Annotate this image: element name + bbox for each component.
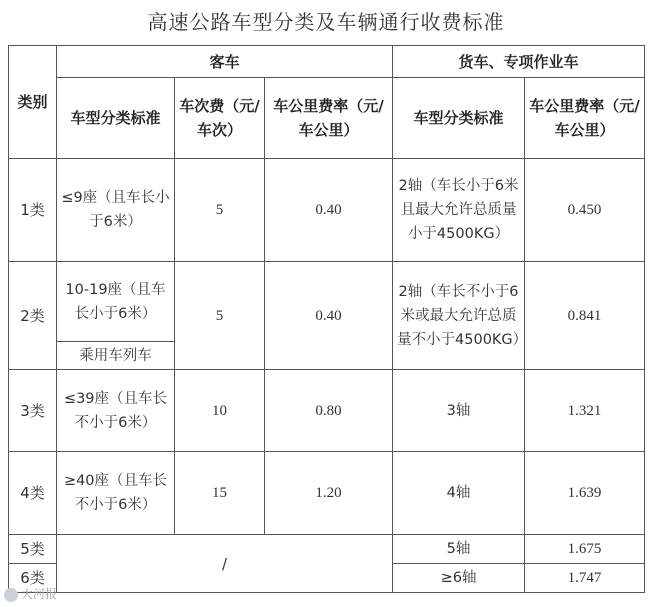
passenger-rate-cell: 0.80 bbox=[265, 370, 393, 452]
category-cell: 5类 bbox=[9, 535, 57, 564]
watermark bbox=[4, 585, 57, 602]
table-row bbox=[9, 262, 645, 342]
table-row bbox=[9, 159, 645, 262]
passenger-standard-cell-extra: 乘用车列车 bbox=[57, 342, 175, 370]
category-cell: 2类 bbox=[9, 262, 57, 370]
truck-rate-cell: 0.450 bbox=[525, 159, 645, 262]
category-cell: 6类 bbox=[9, 564, 57, 593]
toll-table bbox=[8, 45, 645, 593]
truck-standard-cell: ≥6轴 bbox=[393, 564, 525, 593]
header-truck-rate: 车公里费率（元/车公里） bbox=[525, 78, 645, 159]
truck-standard-cell: 4轴 bbox=[393, 452, 525, 535]
passenger-empty-cell: / bbox=[57, 535, 393, 593]
passenger-fee-cell: 15 bbox=[175, 452, 265, 535]
table-row bbox=[9, 452, 645, 535]
passenger-rate-cell: 1.20 bbox=[265, 452, 393, 535]
truck-standard-cell: 2轴（车长不小于6米或最大允许总质量不小于4500KG） bbox=[393, 262, 525, 370]
passenger-standard-cell: 10-19座（且车长小于6米） bbox=[57, 262, 175, 342]
passenger-fee-cell: 5 bbox=[175, 262, 265, 370]
passenger-standard-cell: ≥40座（且车长不小于6米） bbox=[57, 452, 175, 535]
header-passenger-standard: 车型分类标准 bbox=[57, 78, 175, 159]
table-row bbox=[9, 535, 645, 564]
passenger-fee-cell: 10 bbox=[175, 370, 265, 452]
page-title: 高速公路车型分类及车辆通行收费标准 bbox=[147, 10, 505, 34]
passenger-standard-cell: ≤39座（且车长不小于6米） bbox=[57, 370, 175, 452]
header-truck-group: 货车、专项作业车 bbox=[393, 46, 645, 78]
truck-standard-cell: 2轴（车长小于6米且最大允许总质量小于4500KG） bbox=[393, 159, 525, 262]
category-cell: 1类 bbox=[9, 159, 57, 262]
truck-rate-cell: 0.841 bbox=[525, 262, 645, 370]
watermark-logo-icon bbox=[4, 588, 18, 602]
passenger-standard-cell: ≤9座（且车长小于6米） bbox=[57, 159, 175, 262]
category-cell: 4类 bbox=[9, 452, 57, 535]
truck-rate-cell: 1.747 bbox=[525, 564, 645, 593]
passenger-rate-cell: 0.40 bbox=[265, 159, 393, 262]
header-passenger-rate: 车公里费率（元/车公里） bbox=[265, 78, 393, 159]
truck-standard-cell: 3轴 bbox=[393, 370, 525, 452]
truck-standard-cell: 5轴 bbox=[393, 535, 525, 564]
header-passenger-fee: 车次费（元/车次） bbox=[175, 78, 265, 159]
passenger-rate-cell: 0.40 bbox=[265, 262, 393, 370]
truck-rate-cell: 1.321 bbox=[525, 370, 645, 452]
passenger-fee-cell: 5 bbox=[175, 159, 265, 262]
watermark-text: 大河报 bbox=[21, 587, 58, 601]
category-cell: 3类 bbox=[9, 370, 57, 452]
header-passenger-group: 客车 bbox=[57, 46, 393, 78]
truck-rate-cell: 1.639 bbox=[525, 452, 645, 535]
table-row bbox=[9, 370, 645, 452]
header-truck-standard: 车型分类标准 bbox=[393, 78, 525, 159]
truck-rate-cell: 1.675 bbox=[525, 535, 645, 564]
header-category: 类别 bbox=[9, 46, 57, 159]
